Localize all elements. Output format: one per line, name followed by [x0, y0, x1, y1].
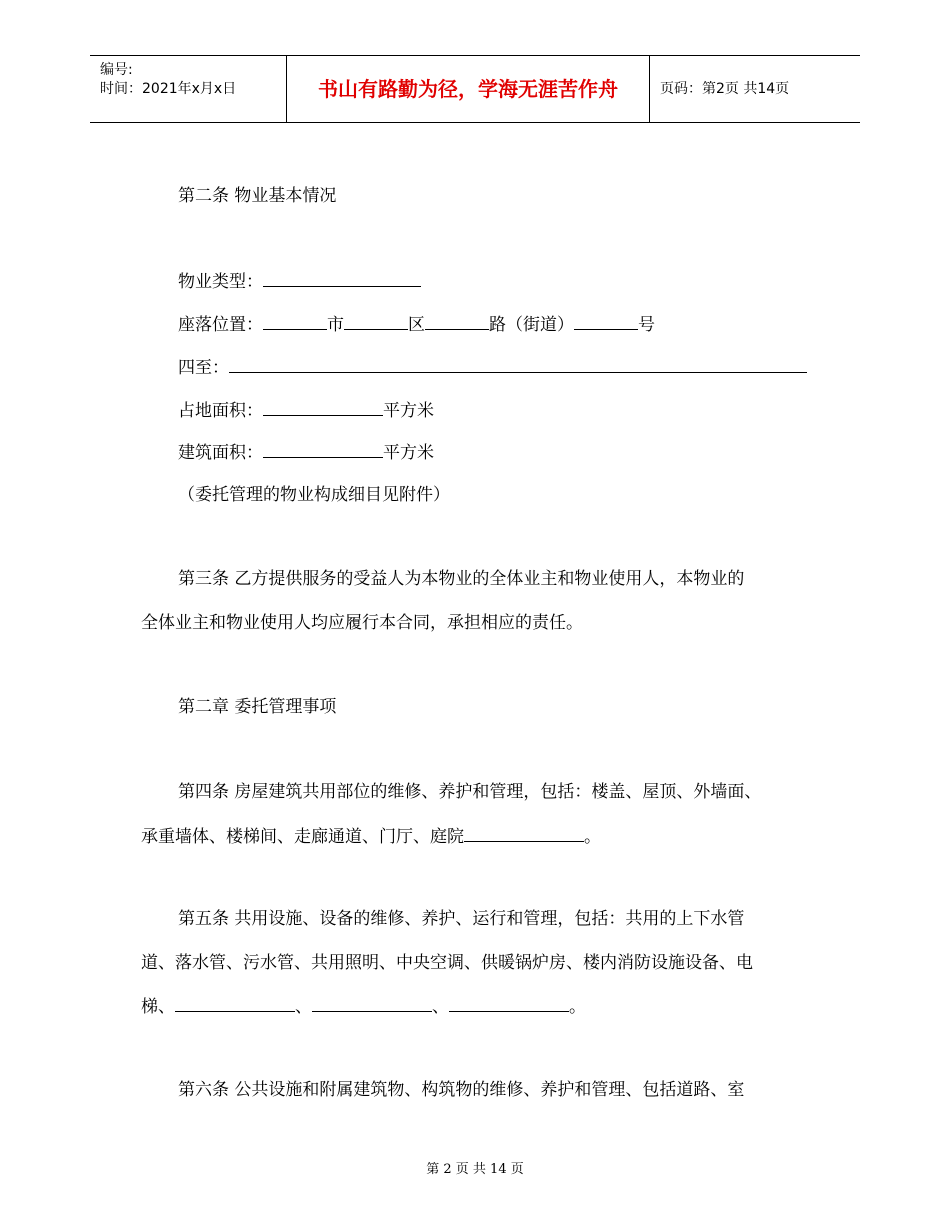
- header-page-info: 页码：第2页 共14页: [660, 81, 790, 97]
- article-5-line-3-start: 梯、: [141, 997, 175, 1017]
- article-5-line-3: [141, 995, 586, 1018]
- land-area-blank[interactable]: [263, 399, 383, 416]
- land-area-unit: 平方米: [383, 401, 434, 421]
- property-type-row: [178, 270, 421, 293]
- city-suffix: 市: [327, 315, 344, 335]
- property-type-blank[interactable]: [263, 270, 421, 287]
- road-suffix: 路（街道）: [489, 315, 574, 335]
- page-footer: 第 2 页 共 14 页: [426, 1162, 524, 1177]
- boundary-row: [178, 356, 807, 379]
- article-5-line-2: 道、落水管、污水管、共用照明、中央空调、供暖锅炉房、楼内消防设施设备、电: [141, 953, 753, 973]
- district-blank[interactable]: [344, 313, 408, 330]
- building-area-blank[interactable]: [263, 441, 383, 458]
- article-5-line-1: 第五条 共用设施、设备的维修、养护、运行和管理，包括：共用的上下水管: [178, 909, 745, 929]
- article-3-line-1: 第三条 乙方提供服务的受益人为本物业的全体业主和物业使用人，本物业的: [178, 569, 745, 589]
- time-label: 时间：2021年x月x日: [100, 81, 237, 97]
- location-row: [178, 313, 655, 336]
- header-motto: 书山有路勤为径，学海无涯苦作舟: [287, 56, 650, 122]
- number-blank[interactable]: [574, 313, 638, 330]
- city-blank[interactable]: [263, 313, 327, 330]
- building-area-unit: 平方米: [383, 443, 434, 463]
- location-label: 座落位置：: [178, 315, 263, 335]
- article-4-period: 。: [584, 827, 601, 847]
- article-4-blank[interactable]: [464, 825, 584, 842]
- code-label: 编号:: [100, 62, 133, 78]
- article-5-blank-1[interactable]: [175, 995, 295, 1012]
- land-area-label: 占地面积：: [178, 401, 263, 421]
- header-meta-cell: [90, 56, 287, 122]
- article-4-line-1: 第四条 房屋建筑共用部位的维修、养护和管理，包括：楼盖、屋顶、外墙面、: [178, 782, 762, 802]
- attachment-note: （委托管理的物业构成细目见附件）: [178, 485, 450, 505]
- number-suffix: 号: [638, 315, 655, 335]
- article-5-period: 。: [569, 997, 586, 1017]
- building-area-label: 建筑面积：: [178, 443, 263, 463]
- boundary-label: 四至：: [178, 358, 229, 378]
- article-4-line-2: [141, 825, 601, 848]
- building-area-row: [178, 441, 434, 464]
- district-suffix: 区: [408, 315, 425, 335]
- land-area-row: [178, 399, 434, 422]
- chapter-2-title: 第二章 委托管理事项: [178, 697, 337, 717]
- document-header: [90, 55, 860, 123]
- road-blank[interactable]: [425, 313, 489, 330]
- separator-2: 、: [432, 997, 449, 1017]
- separator-1: 、: [295, 997, 312, 1017]
- article-5-blank-3[interactable]: [449, 995, 569, 1012]
- article-2-title: 第二条 物业基本情况: [178, 186, 337, 206]
- article-4-line-2-text: 承重墙体、楼梯间、走廊通道、门厅、庭院: [141, 827, 464, 847]
- article-3-line-2: 全体业主和物业使用人均应履行本合同，承担相应的责任。: [141, 613, 583, 633]
- article-5-blank-2[interactable]: [312, 995, 432, 1012]
- article-6-line-1: 第六条 公共设施和附属建筑物、构筑物的维修、养护和管理、包括道路、室: [178, 1080, 745, 1100]
- property-type-label: 物业类型：: [178, 272, 263, 292]
- boundary-blank[interactable]: [229, 356, 807, 373]
